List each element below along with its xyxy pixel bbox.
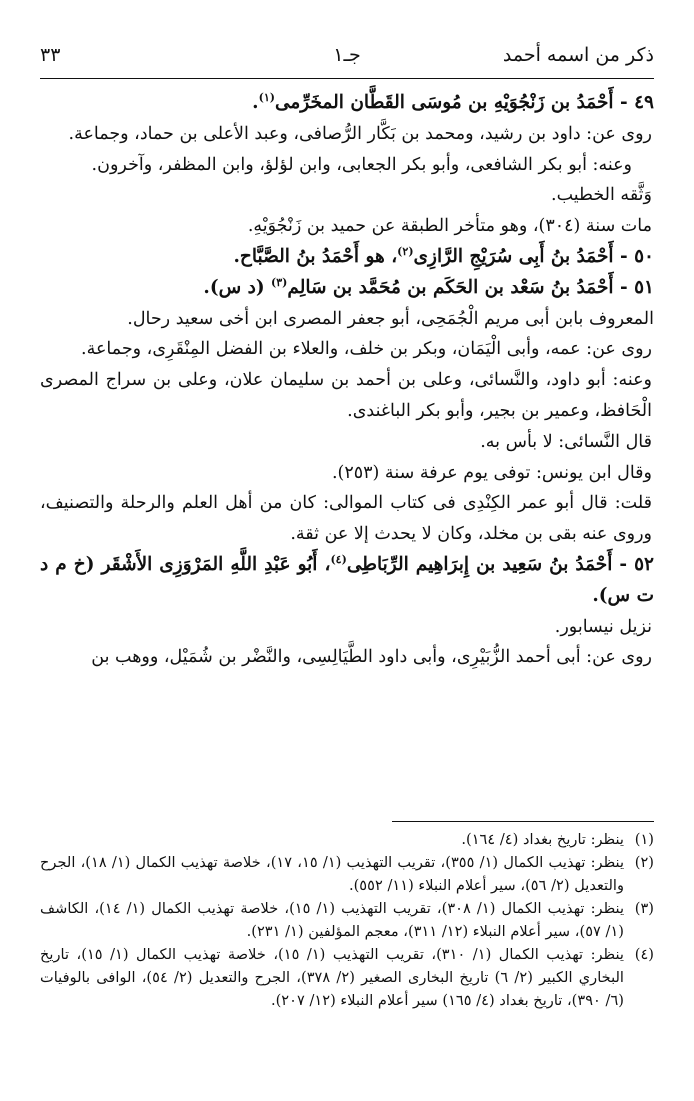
paragraph: قلت: قال أبو عمر الكِنْدِى فى كتاب الموالى: كان من أهل العلم والرحلة والتصنيف، وروى عنه بقى بن مخلد، وكان لا يحدث إلا عن ثقة.: [40, 493, 652, 545]
paragraph: وَثَّقه الخطيب.: [551, 185, 652, 206]
footnote-text: ينظر: تهذيب الكمال (١/ ٣١٠)، تقريب التهذيب (١/ ١٥)، خلاصة تهذيب الكمال (١/ ١٥)، تاريخ البخاري الكبير (٢/ ٦) تاريخ البخارى الصغير (٢/ ٣٧٨)، الجرح والتعديل (٢/ ٥٤)، الوافى بالوفيات (٦/ ٣٩٠)، تاريخ بغداد (٤/ ١٦٥) سير أعلام النبلاء (١٢/ ٢٠٧).: [40, 946, 624, 1009]
entry-heading-51: ٥١ - أَحْمَدُ بنُ سَعْد بن الحَكَم بن مُحَمَّد بن سَالِم$^{(٣)}$ (د س).: [203, 275, 654, 298]
footnote-number: (٣): [634, 900, 654, 917]
footnote-number: (٤): [634, 946, 654, 963]
footnotes: [40, 828, 654, 1012]
footnote: [40, 828, 654, 851]
footnote-text: ينظر: تهذيب الكمال (١/ ٣٠٨)، تقريب التهذيب (١/ ١٥)، خلاصة تهذيب الكمال (١/ ١٤)، الكاشف (١/ ٥٧)، سير أعلام النبلاء (١٢/ ٣١١)، معجم المؤلفين (١/ ٢٣١).: [40, 900, 625, 940]
footnote-text: ينظر: تهذيب الكمال (١/ ٣٥٥)، تقريب التهذيب (١/ ١٥، ١٧)، خلاصة تهذيب الكمال (١/ ١٨)، الجرح والتعديل (٢/ ٥٦)، سير أعلام النبلاء (١١/ ٥٥٢).: [40, 854, 625, 894]
entry-heading-49: ٤٩ - أَحْمَدُ بن زَنْجُوَيْهِ بن مُوسَى القَطَّان المخَرِّمى$^{(١)}$.: [252, 90, 654, 113]
paragraph: روى عن: داود بن رشيد، ومحمد بن بَكَّار الرُّصافى، وعبد الأعلى بن حماد، وجماعة.: [68, 123, 652, 144]
page-number: ٣٣: [40, 44, 61, 66]
paragraph: قال النَّسائى: لا بأس به.: [480, 431, 652, 452]
footnote-text: ينظر: تاريخ بغداد (٤/ ١٦٤).: [461, 831, 624, 848]
paragraph: مات سنة (٣٠٤)، وهو متأخر الطبقة عن حميد بن زَنْجُوَيْهِ.: [247, 216, 652, 237]
footnote-rule: [392, 821, 654, 822]
footnote: [40, 943, 654, 1012]
main-text: [40, 88, 654, 673]
paragraph: روى عن: أبى أحمد الزُّبَيْرِى، وأبى داود الطَّيَالِسِى، والنَّضْر بن شُمَيْل، ووهب بن: [91, 647, 652, 668]
footnote-ref: (١): [258, 90, 275, 104]
footnote: [40, 851, 654, 897]
paragraph: المعروف بابن أبى مريم الْجُمَحِى، أبو جعفر المصرى ابن أخى سعيد رحال.: [127, 308, 654, 329]
footnote-ref: (٤): [330, 552, 347, 566]
footnote-number: (٢): [634, 854, 654, 871]
paragraph: وعنه: أبو داود، والنَّسائى، وعلى بن أحمد بن سليمان علان، وعلى بن سراج المصرى الْحَافظ، وعمير بن بجير، وأبو بكر الباغندى.: [40, 370, 652, 421]
running-title: ذكر من اسمه أحمد: [502, 44, 654, 66]
footnote-number: (١): [634, 831, 654, 848]
paragraph: وقال ابن يونس: توفى يوم عرفة سنة (٢٥٣).: [331, 462, 652, 483]
paragraph: روى عن: عمه، وأبى الْيَمَان، وبكر بن خلف، والعلاء بن الفضل المِنْقَرِى، وجماعة.: [81, 339, 652, 360]
footnote-ref: (٢): [397, 244, 414, 258]
footnote: [40, 897, 654, 943]
footnote-ref: (٣): [271, 275, 288, 289]
volume-label: جـ١: [333, 44, 361, 66]
header-rule: [40, 78, 654, 79]
paragraph: وعنه: أبو بكر الشافعى، وأبو بكر الجعابى، وابن لؤلؤ، وابن المظفر، وآخرون.: [91, 154, 632, 175]
paragraph: نزيل نيسابور.: [554, 616, 652, 637]
entry-heading-52: ٥٢ - أَحْمَدُ بنُ سَعِيد بن إِبرَاهِيم الرِّبَاطِى$^{(٤)}$، أَبُو عَبْدِ اللَّهِ المَرْوَزِى الأَشْقَر (خ م د ت س).: [40, 552, 654, 606]
page-header: [40, 44, 654, 78]
entry-heading-50: ٥٠ - أَحْمَدُ بنُ أَبِى سُرَيْجِ الرَّازِى$^{(٢)}$، هو أَحْمَدُ بنُ الصَّبَّاح.: [233, 244, 654, 267]
